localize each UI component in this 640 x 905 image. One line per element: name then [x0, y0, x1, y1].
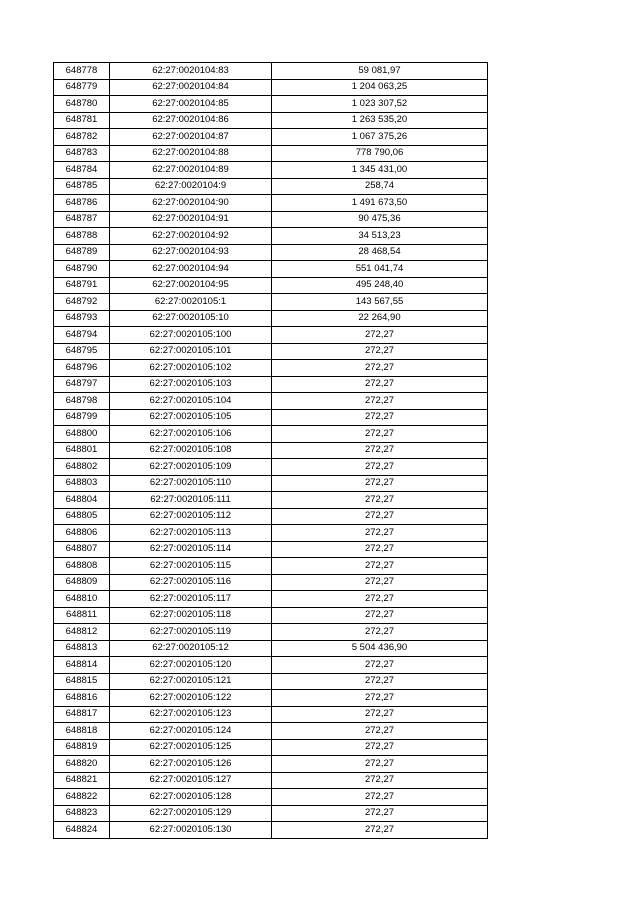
cadastral-number-cell: 62:27:0020105:106	[110, 426, 272, 443]
value-cell: 495 248,40	[272, 277, 488, 294]
row-number-cell: 648807	[54, 541, 110, 558]
row-number-cell: 648778	[54, 63, 110, 80]
value-cell: 272,27	[272, 327, 488, 344]
table-row	[54, 723, 488, 740]
cadastral-number-cell: 62:27:0020105:104	[110, 393, 272, 410]
value-cell: 1 067 375,26	[272, 129, 488, 146]
row-number-cell: 648802	[54, 459, 110, 476]
row-number-cell: 648815	[54, 673, 110, 690]
value-cell: 1 491 673,50	[272, 195, 488, 212]
table-row	[54, 442, 488, 459]
row-number-cell: 648814	[54, 657, 110, 674]
cadastral-number-cell: 62:27:0020105:123	[110, 706, 272, 723]
value-cell: 272,27	[272, 409, 488, 426]
table-row	[54, 277, 488, 294]
value-cell: 551 041,74	[272, 261, 488, 278]
cadastral-number-cell: 62:27:0020105:121	[110, 673, 272, 690]
cadastral-number-cell: 62:27:0020104:91	[110, 211, 272, 228]
cadastral-number-cell: 62:27:0020104:9	[110, 178, 272, 195]
cadastral-number-cell: 62:27:0020104:95	[110, 277, 272, 294]
cadastral-number-cell: 62:27:0020105:112	[110, 508, 272, 525]
row-number-cell: 648799	[54, 409, 110, 426]
table-row	[54, 79, 488, 96]
row-number-cell: 648805	[54, 508, 110, 525]
cadastral-number-cell: 62:27:0020105:115	[110, 558, 272, 575]
table-row	[54, 657, 488, 674]
cadastral-number-cell: 62:27:0020105:126	[110, 756, 272, 773]
cadastral-number-cell: 62:27:0020104:84	[110, 79, 272, 96]
row-number-cell: 648811	[54, 607, 110, 624]
row-number-cell: 648792	[54, 294, 110, 311]
cadastral-number-cell: 62:27:0020105:119	[110, 624, 272, 641]
table-row	[54, 574, 488, 591]
value-cell: 272,27	[272, 360, 488, 377]
table-row	[54, 63, 488, 80]
value-cell: 272,27	[272, 822, 488, 839]
table-row	[54, 525, 488, 542]
table-row	[54, 409, 488, 426]
table-row	[54, 541, 488, 558]
value-cell: 272,27	[272, 574, 488, 591]
value-cell: 272,27	[272, 541, 488, 558]
row-number-cell: 648816	[54, 690, 110, 707]
table-row	[54, 789, 488, 806]
row-number-cell: 648793	[54, 310, 110, 327]
cadastral-number-cell: 62:27:0020105:108	[110, 442, 272, 459]
row-number-cell: 648788	[54, 228, 110, 245]
value-cell: 22 264,90	[272, 310, 488, 327]
value-cell: 272,27	[272, 376, 488, 393]
table-row	[54, 805, 488, 822]
row-number-cell: 648785	[54, 178, 110, 195]
value-cell: 272,27	[272, 789, 488, 806]
table-row	[54, 640, 488, 657]
cadastral-number-cell: 62:27:0020104:87	[110, 129, 272, 146]
table-row	[54, 228, 488, 245]
table-row	[54, 195, 488, 212]
row-number-cell: 648818	[54, 723, 110, 740]
row-number-cell: 648783	[54, 145, 110, 162]
value-cell: 272,27	[272, 673, 488, 690]
cadastral-number-cell: 62:27:0020105:1	[110, 294, 272, 311]
value-cell: 272,27	[272, 772, 488, 789]
cadastral-number-cell: 62:27:0020105:125	[110, 739, 272, 756]
value-cell: 34 513,23	[272, 228, 488, 245]
row-number-cell: 648817	[54, 706, 110, 723]
value-cell: 272,27	[272, 558, 488, 575]
row-number-cell: 648779	[54, 79, 110, 96]
row-number-cell: 648791	[54, 277, 110, 294]
value-cell: 272,27	[272, 591, 488, 608]
value-cell: 1 204 063,25	[272, 79, 488, 96]
cadastral-number-cell: 62:27:0020104:93	[110, 244, 272, 261]
row-number-cell: 648789	[54, 244, 110, 261]
row-number-cell: 648798	[54, 393, 110, 410]
value-cell: 272,27	[272, 607, 488, 624]
table-row	[54, 310, 488, 327]
cadastral-number-cell: 62:27:0020105:10	[110, 310, 272, 327]
cadastral-number-cell: 62:27:0020105:102	[110, 360, 272, 377]
table-row	[54, 145, 488, 162]
table-row	[54, 756, 488, 773]
row-number-cell: 648801	[54, 442, 110, 459]
cadastral-number-cell: 62:27:0020104:85	[110, 96, 272, 113]
cadastral-number-cell: 62:27:0020105:117	[110, 591, 272, 608]
cadastral-number-cell: 62:27:0020105:116	[110, 574, 272, 591]
value-cell: 272,27	[272, 442, 488, 459]
table-row	[54, 459, 488, 476]
cadastral-number-cell: 62:27:0020105:128	[110, 789, 272, 806]
row-number-cell: 648787	[54, 211, 110, 228]
value-cell: 258,74	[272, 178, 488, 195]
table-row	[54, 492, 488, 509]
cadastral-number-cell: 62:27:0020105:110	[110, 475, 272, 492]
value-cell: 272,27	[272, 343, 488, 360]
row-number-cell: 648823	[54, 805, 110, 822]
table-row	[54, 706, 488, 723]
table-row	[54, 607, 488, 624]
cadastral-number-cell: 62:27:0020105:118	[110, 607, 272, 624]
row-number-cell: 648800	[54, 426, 110, 443]
cadastral-number-cell: 62:27:0020105:12	[110, 640, 272, 657]
row-number-cell: 648808	[54, 558, 110, 575]
table-row	[54, 508, 488, 525]
table-row	[54, 112, 488, 129]
table-row	[54, 244, 488, 261]
value-cell: 272,27	[272, 756, 488, 773]
cadastral-number-cell: 62:27:0020105:114	[110, 541, 272, 558]
value-cell: 272,27	[272, 690, 488, 707]
value-cell: 28 468,54	[272, 244, 488, 261]
value-cell: 90 475,36	[272, 211, 488, 228]
table-row	[54, 558, 488, 575]
cadastral-number-cell: 62:27:0020105:105	[110, 409, 272, 426]
row-number-cell: 648794	[54, 327, 110, 344]
table-row	[54, 426, 488, 443]
value-cell: 1 023 307,52	[272, 96, 488, 113]
value-cell: 59 081,97	[272, 63, 488, 80]
table-row	[54, 327, 488, 344]
table-row	[54, 376, 488, 393]
cadastral-number-cell: 62:27:0020105:100	[110, 327, 272, 344]
cadastral-number-cell: 62:27:0020104:83	[110, 63, 272, 80]
value-cell: 143 567,55	[272, 294, 488, 311]
cadastral-number-cell: 62:27:0020105:124	[110, 723, 272, 740]
table-row	[54, 822, 488, 839]
value-cell: 272,27	[272, 624, 488, 641]
table-row	[54, 360, 488, 377]
table-row	[54, 343, 488, 360]
cadastral-number-cell: 62:27:0020105:113	[110, 525, 272, 542]
value-cell: 272,27	[272, 508, 488, 525]
table-row	[54, 261, 488, 278]
cadastral-number-cell: 62:27:0020104:92	[110, 228, 272, 245]
cadastral-number-cell: 62:27:0020104:94	[110, 261, 272, 278]
table-row	[54, 211, 488, 228]
table-row	[54, 178, 488, 195]
cadastral-number-cell: 62:27:0020104:88	[110, 145, 272, 162]
table-row	[54, 393, 488, 410]
cadastral-number-cell: 62:27:0020105:101	[110, 343, 272, 360]
table-row	[54, 162, 488, 179]
value-cell: 5 504 436,90	[272, 640, 488, 657]
row-number-cell: 648820	[54, 756, 110, 773]
cadastral-number-cell: 62:27:0020105:127	[110, 772, 272, 789]
row-number-cell: 648786	[54, 195, 110, 212]
cadastral-number-cell: 62:27:0020104:90	[110, 195, 272, 212]
row-number-cell: 648796	[54, 360, 110, 377]
value-cell: 1 345 431,00	[272, 162, 488, 179]
value-cell: 272,27	[272, 723, 488, 740]
table-row	[54, 772, 488, 789]
row-number-cell: 648810	[54, 591, 110, 608]
cadastral-number-cell: 62:27:0020105:109	[110, 459, 272, 476]
table-row	[54, 690, 488, 707]
row-number-cell: 648797	[54, 376, 110, 393]
value-cell: 272,27	[272, 706, 488, 723]
value-cell: 272,27	[272, 393, 488, 410]
cadastral-number-cell: 62:27:0020105:129	[110, 805, 272, 822]
cadastral-number-cell: 62:27:0020105:120	[110, 657, 272, 674]
cadastral-number-cell: 62:27:0020104:86	[110, 112, 272, 129]
row-number-cell: 648812	[54, 624, 110, 641]
value-cell: 272,27	[272, 492, 488, 509]
table-row	[54, 591, 488, 608]
row-number-cell: 648821	[54, 772, 110, 789]
row-number-cell: 648809	[54, 574, 110, 591]
cadastral-number-cell: 62:27:0020105:122	[110, 690, 272, 707]
cadastral-number-cell: 62:27:0020105:111	[110, 492, 272, 509]
table-row	[54, 739, 488, 756]
row-number-cell: 648824	[54, 822, 110, 839]
value-cell: 272,27	[272, 525, 488, 542]
row-number-cell: 648790	[54, 261, 110, 278]
row-number-cell: 648781	[54, 112, 110, 129]
row-number-cell: 648780	[54, 96, 110, 113]
row-number-cell: 648806	[54, 525, 110, 542]
cadastral-number-cell: 62:27:0020104:89	[110, 162, 272, 179]
value-cell: 272,27	[272, 739, 488, 756]
row-number-cell: 648803	[54, 475, 110, 492]
row-number-cell: 648804	[54, 492, 110, 509]
value-cell: 272,27	[272, 459, 488, 476]
value-cell: 272,27	[272, 657, 488, 674]
data-table	[53, 62, 488, 839]
table-row	[54, 129, 488, 146]
table-body	[54, 63, 488, 839]
row-number-cell: 648782	[54, 129, 110, 146]
value-cell: 778 790,06	[272, 145, 488, 162]
table-row	[54, 475, 488, 492]
row-number-cell: 648795	[54, 343, 110, 360]
value-cell: 272,27	[272, 475, 488, 492]
table-row	[54, 624, 488, 641]
value-cell: 272,27	[272, 426, 488, 443]
value-cell: 1 263 535,20	[272, 112, 488, 129]
table-row	[54, 673, 488, 690]
value-cell: 272,27	[272, 805, 488, 822]
row-number-cell: 648819	[54, 739, 110, 756]
row-number-cell: 648813	[54, 640, 110, 657]
row-number-cell: 648784	[54, 162, 110, 179]
table-row	[54, 294, 488, 311]
cadastral-number-cell: 62:27:0020105:103	[110, 376, 272, 393]
cadastral-number-cell: 62:27:0020105:130	[110, 822, 272, 839]
table-row	[54, 96, 488, 113]
row-number-cell: 648822	[54, 789, 110, 806]
